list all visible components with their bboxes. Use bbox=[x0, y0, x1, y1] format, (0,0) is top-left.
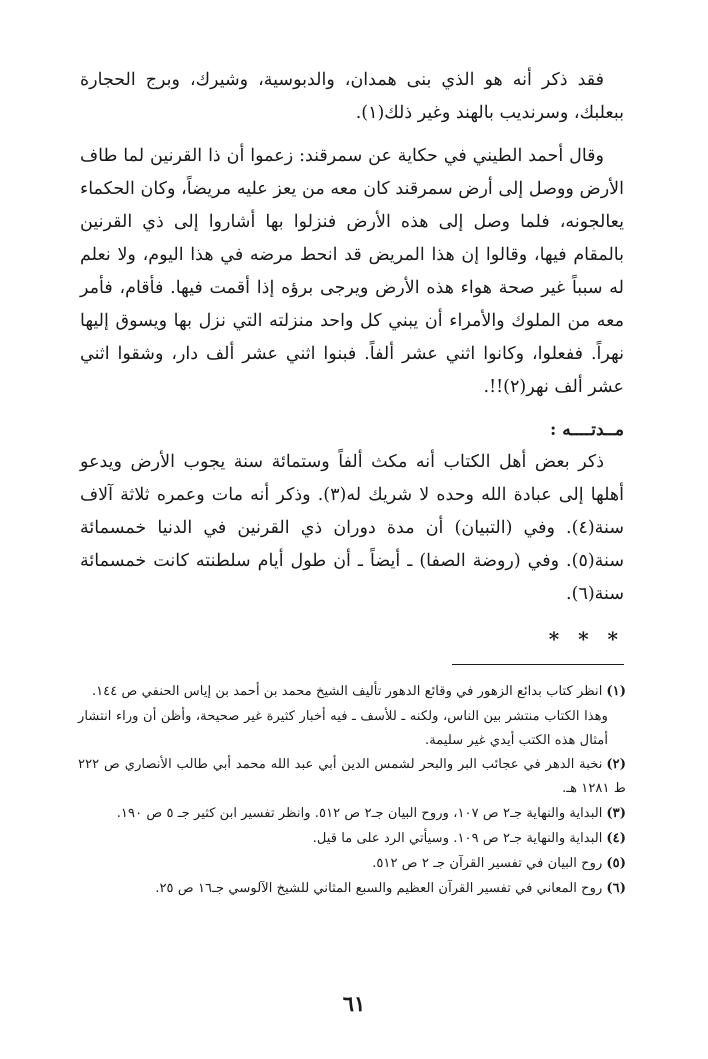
footnote-number: (٥) bbox=[606, 856, 626, 871]
footnote-text: نخبة الدهر في عجائب البر والبحر لشمس الدين أبي عبد الله محمد أبي طالب الأنصاري ص ٢٢٢ ط ١٢٨١ هـ. bbox=[78, 757, 626, 796]
page-number: ٦١ bbox=[342, 991, 366, 1016]
footnote-number: (١) bbox=[606, 684, 626, 699]
paragraph-2: وقال أحمد الطيني في حكاية عن سمرقند: زعموا أن ذا القرنين لما طاف الأرض ووصل إلى أرض سمرقند كان معه من يعز عليه مريضاً، وكان الحكماء يعالجونه، فلما وصل إلى هذه الأرض فنزلوا بها أشاروا إلى ذي القرنين بالمقام فيها، وقالوا إن هذا المريض قد انحط مرضه في هذا اليوم، ولا نعلم له سبباً غير صحة هواء هذه الأرض ويرجى برؤه إذا أقمت فيها. فأقام، فأمر معه من الملوك والأمراء أن يبني كل واحد منزلته التي نزل بها ويسوق إليها نهراً. ففعلوا، وكانوا اثني عشر ألفاً. فبنوا اثني عشر ألف دار، وشقوا اثني عشر ألف نهر(٢)!!. bbox=[80, 146, 624, 397]
section-separator-stars: * * * bbox=[548, 627, 624, 651]
footnote-item-4 bbox=[78, 827, 626, 851]
footnote-item-2 bbox=[78, 753, 626, 801]
paragraph-3: ذكر بعض أهل الكتاب أنه مكث ألفاً وستمائة سنة يجوب الأرض ويدعو أهلها إلى عبادة الله وحده لا شريك له(٣). وذكر أنه مات وعمره ثلاثة آلاف سنة(٤). وفي (التبيان) أن مدة دوران ذي القرنين في الدنيا خمسمائة سنة(٥). وفي (روضة الصفا) ـ أيضاً ـ أن طول أيام سلطنته كانت خمسمائة سنة(٦). bbox=[80, 452, 624, 604]
footnote-item-1-continuation: وهذا الكتاب منتشر بين الناس، ولكنه ـ للأسف ـ فيه أخبار كثيرة غير صحيحة، وأظن أن وراء انتشار أمثال هذه الكتب أيدي غير سليمة. bbox=[78, 709, 608, 748]
footnote-number: (٣) bbox=[606, 806, 626, 821]
main-text-block bbox=[80, 64, 624, 651]
footnote-number: (٤) bbox=[606, 831, 626, 846]
paragraph-1: فقد ذكر أنه هو الذي بنى همدان، والدبوسية، وشيرك، وبرج الحجارة ببعلبك، وسرنديب بالهند وغير ذلك(١). bbox=[80, 70, 624, 123]
footnote-text: البداية والنهاية جـ٢ ص ١٠٧، وروح البيان جـ٢ ص ٥١٢. وانظر تفسير ابن كثير جـ ٥ ص ١٩٠. bbox=[116, 806, 603, 821]
footnotes-block bbox=[78, 680, 626, 902]
footnote-text: روح البيان في تفسير القرآن جـ ٢ ص ٥١٢. bbox=[372, 856, 603, 871]
footnote-item-3 bbox=[78, 802, 626, 826]
footnote-divider bbox=[452, 664, 624, 665]
footnote-item-6 bbox=[78, 877, 626, 901]
section-heading-duration: مــدتــــه : bbox=[550, 420, 624, 440]
footnote-item-5 bbox=[78, 852, 626, 876]
footnote-number: (٢) bbox=[606, 757, 626, 772]
footnote-text: البداية والنهاية جـ٢ ص ١٠٩. وسيأتي الرد على ما قيل. bbox=[312, 831, 603, 846]
footnote-text: روح المعاني في تفسير القرآن العظيم والسبع المثاني للشيخ الآلوسي جـ١٦ ص ٢٥. bbox=[155, 881, 603, 896]
footnote-number: (٦) bbox=[606, 881, 626, 896]
footnote-text: انظر كتاب بدائع الزهور في وقائع الدهور تأليف الشيخ محمد بن أحمد بن إياس الحنفي ص ١٤٤. bbox=[91, 684, 603, 699]
footnote-item-1 bbox=[78, 680, 626, 704]
